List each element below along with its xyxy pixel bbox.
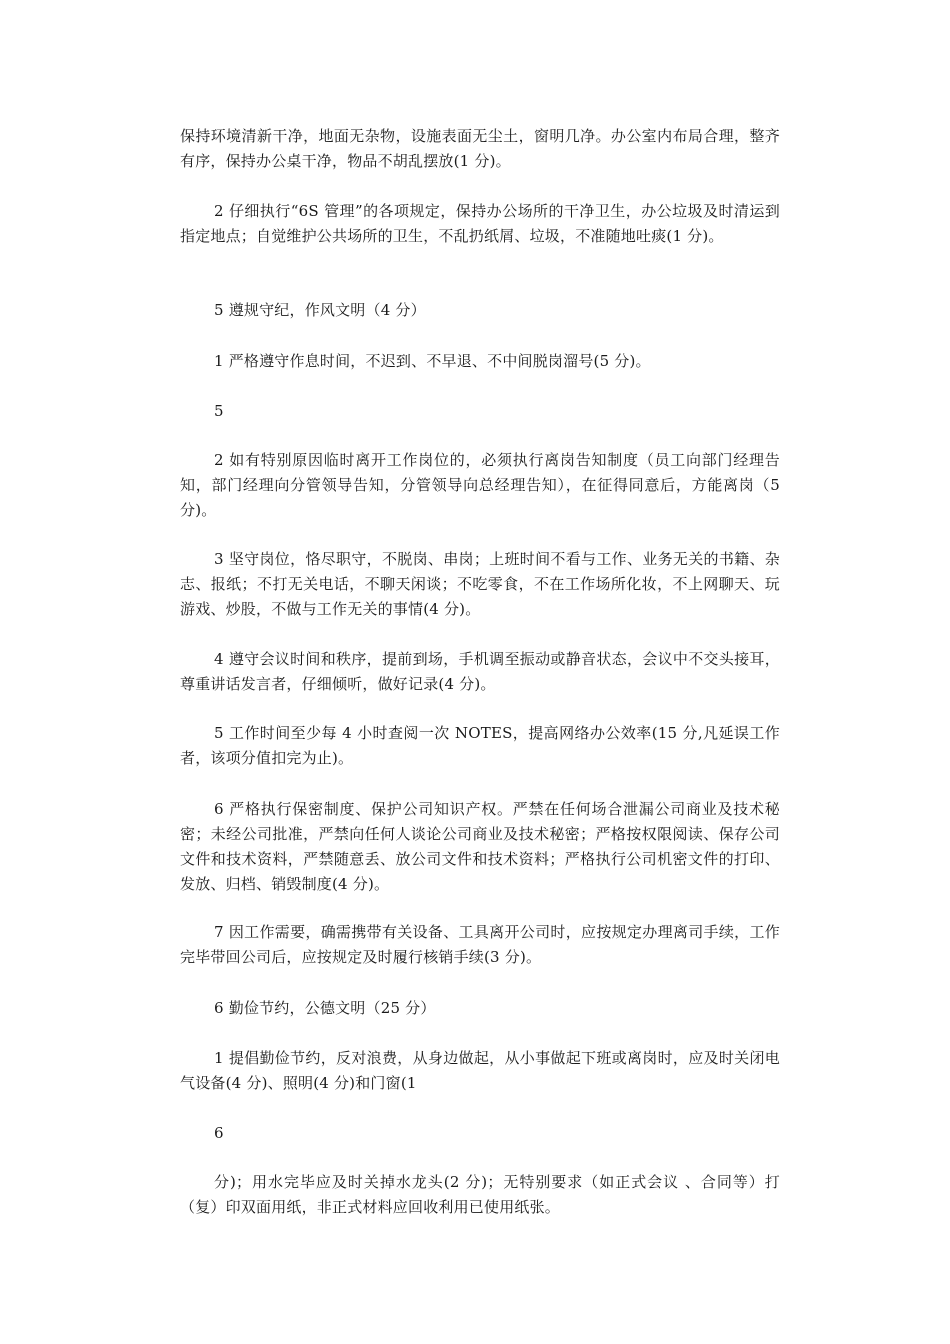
- paragraph-environment: 保持环境清新干净，地面无杂物，设施表面无尘土，窗明几净。办公室内布局合理，整齐有序，保持办公桌干净，物品不胡乱摆放(1 分)。: [180, 127, 780, 170]
- paragraph-stay-at-post: 3 坚守岗位，恪尽职守，不脱岗、串岗；上班时间不看与工作、业务无关的书籍、杂志、报纸；不打无关电话，不聊天闲谈；不吃零食，不在工作场所化妆，不上网聊天、玩游戏、炒股，不做与工作无关的事情(4 分)。: [180, 550, 780, 618]
- paragraph-meeting-order: 4 遵守会议时间和秩序，提前到场，手机调至振动或静音状态，会议中不交头接耳，尊重讲话发言者，仔细倾听，做好记录(4 分)。: [180, 650, 780, 693]
- paragraph-leave-notice: 2 如有特别原因临时离开工作岗位的，必须执行离岗告知制度（员工向部门经理告知，部门经理向分管领导告知，分管领导向总经理告知），在征得同意后，方能离岗（5 分)。: [180, 451, 780, 519]
- paragraph-saving-energy: 1 提倡勤俭节约，反对浪费，从身边做起，从小事做起下班或离岗时，应及时关闭电气设备(4 分)、照明(4 分)和门窗(1: [180, 1049, 780, 1092]
- paragraph-6s-management: 2 仔细执行“6S 管理”的各项规定，保持办公场所的干净卫生，办公垃圾及时清运到指定地点；自觉维护公共场所的卫生，不乱扔纸屑、垃圾，不准随地吐痰(1 分)。: [180, 202, 780, 245]
- page-number: 6: [214, 1124, 224, 1142]
- section-heading-thrift: 6 勤俭节约，公德文明（25 分）: [214, 999, 436, 1017]
- section-heading-discipline: 5 遵规守纪，作风文明（4 分）: [214, 301, 426, 319]
- paragraph-confidentiality: 6 严格执行保密制度、保护公司知识产权。严禁在任何场合泄漏公司商业及技术秘密；未经公司批准，严禁向任何人谈论公司商业及技术秘密；严格按权限阅读、保存公司文件和技术资料，严禁随意丢、放公司文件和技术资料；严格执行公司机密文件的打印、发放、归档、销毁制度(4 分)。: [180, 800, 780, 893]
- paragraph-work-hours: 1 严格遵守作息时间，不迟到、不早退、不中间脱岗溜号(5 分)。: [214, 352, 651, 370]
- paragraph-notes-check: 5 工作时间至少每 4 小时查阅一次 NOTES，提高网络办公效率(15 分,凡延误工作者，该项分值扣完为止)。: [180, 724, 780, 767]
- paragraph-equipment-checkout: 7 因工作需要，确需携带有关设备、工具离开公司时，应按规定办理离司手续，工作完毕带回公司后，应按规定及时履行核销手续(3 分)。: [180, 923, 780, 966]
- paragraph-water-paper: 分)；用水完毕应及时关掉水龙头(2 分)；无特别要求（如正式会议 、合同等）打（复）印双面用纸，非正式材料应回收利用已使用纸张。: [180, 1173, 780, 1216]
- page-number: 5: [214, 402, 224, 420]
